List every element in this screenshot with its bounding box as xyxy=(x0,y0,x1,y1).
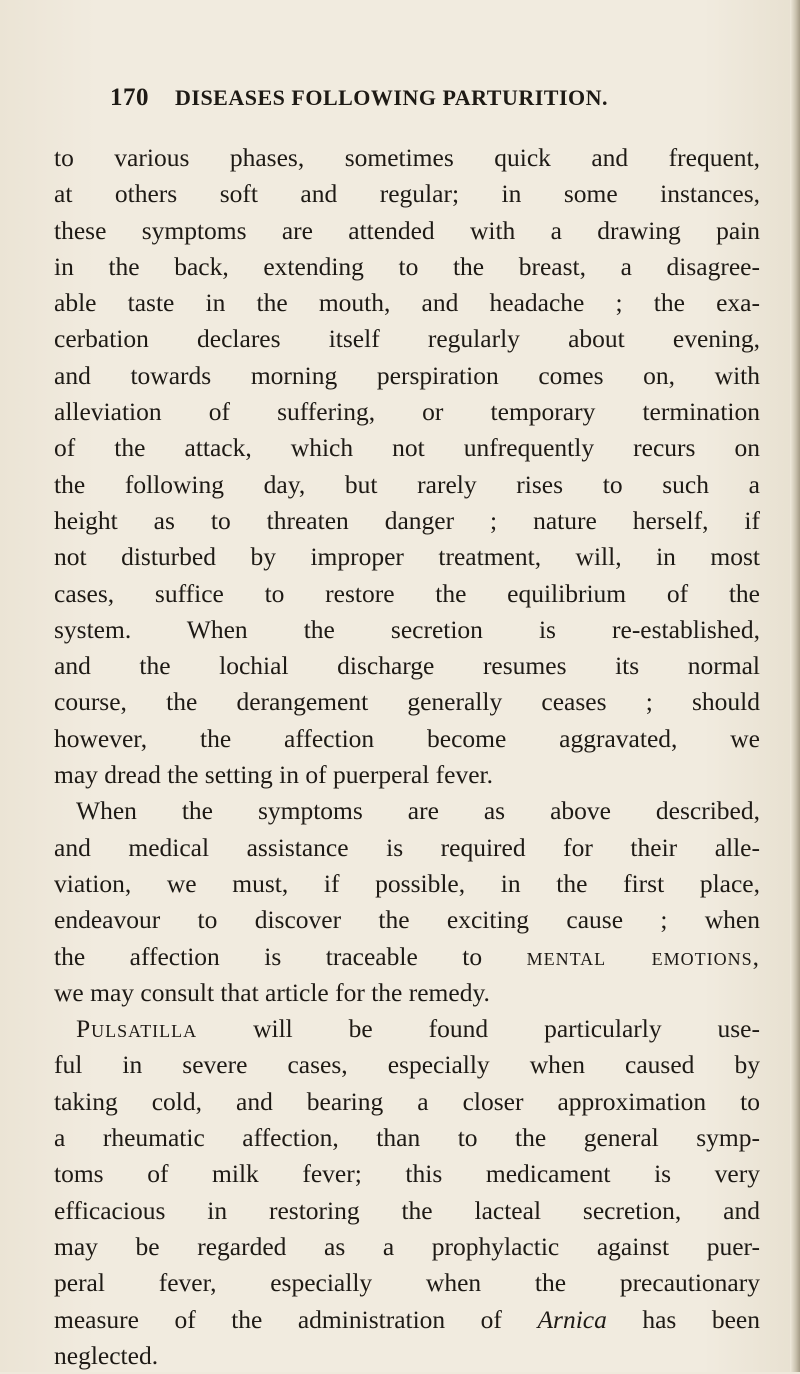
text-line: toms of milk fever; this medicament is very xyxy=(54,1159,760,1189)
text-line: cerbation declares itself regularly about evening, xyxy=(54,324,760,354)
italic-remedy: Arnica xyxy=(537,1304,607,1334)
page-edge xyxy=(790,0,800,1372)
text-line: of the attack, which not unfrequently recurs on xyxy=(54,433,760,463)
small-caps-term: mental emotions, xyxy=(526,941,760,971)
text-line: neglected. xyxy=(54,1340,159,1370)
text-line-composite xyxy=(54,1011,760,1047)
text-line: ful in severe cases, especially when caused by xyxy=(54,1050,760,1080)
text-line: the following day, but rarely rises to such a xyxy=(54,469,760,499)
text-line: to various phases, sometimes quick and frequent, xyxy=(54,143,760,172)
text-line: at others soft and regular; in some instances, xyxy=(54,179,760,209)
text-line: height as to threaten danger ; nature herself, if xyxy=(54,505,760,535)
running-title: DISEASES FOLLOWING PARTURITION. xyxy=(175,85,609,110)
text-line: and medical assistance is required for their alle- xyxy=(54,832,760,862)
text-line: endeavour to discover the exciting cause ; when xyxy=(54,905,760,935)
text-line: a rheumatic affection, than to the general symp- xyxy=(54,1123,760,1153)
text-line: system. When the secretion is re-established, xyxy=(54,614,760,644)
text-segment: measure of the administration of xyxy=(54,1304,538,1334)
text-line: we may consult that article for the remedy. xyxy=(54,977,490,1007)
text-segment: will be found particularly use- xyxy=(197,1014,760,1044)
text-line: efficacious in restoring the lacteal secretion, and xyxy=(54,1195,760,1225)
small-caps-remedy: Pulsatilla xyxy=(76,1014,198,1044)
text-segment: the affection is traceable to xyxy=(54,941,527,971)
text-line: course, the derangement generally ceases ; should xyxy=(54,687,760,717)
text-line: and the lochial discharge resumes its normal xyxy=(54,651,760,681)
text-segment: has been xyxy=(606,1304,760,1334)
text-line: alleviation of suffering, or temporary termination xyxy=(54,397,760,427)
text-line: able taste in the mouth, and headache ; the exa- xyxy=(54,288,760,318)
text-line: When the symptoms are as above described, xyxy=(76,796,760,826)
text-line: peral fever, especially when the precautionary xyxy=(54,1268,760,1298)
text-line: viation, we must, if possible, in the first place, xyxy=(54,868,760,898)
running-header xyxy=(110,84,730,112)
text-line: may dread the setting in of puerperal fever. xyxy=(54,760,493,790)
text-line: may be regarded as a prophylactic against puer- xyxy=(54,1231,760,1261)
text-line: not disturbed by improper treatment, will, in most xyxy=(54,542,760,572)
text-line: cases, suffice to restore the equilibrium of the xyxy=(54,578,760,608)
text-line: taking cold, and bearing a closer approximation to xyxy=(54,1086,760,1116)
page-number: 170 xyxy=(110,84,149,111)
text-line-composite xyxy=(54,1302,760,1338)
text-line: and towards morning perspiration comes on, with xyxy=(54,360,760,390)
text-line: in the back, extending to the breast, a disagree- xyxy=(54,251,760,281)
text-line: these symptoms are attended with a drawing pain xyxy=(54,215,760,245)
text-line: however, the affection become aggravated, we xyxy=(54,723,760,753)
text-line-composite xyxy=(54,939,760,975)
body-text xyxy=(54,140,760,1374)
